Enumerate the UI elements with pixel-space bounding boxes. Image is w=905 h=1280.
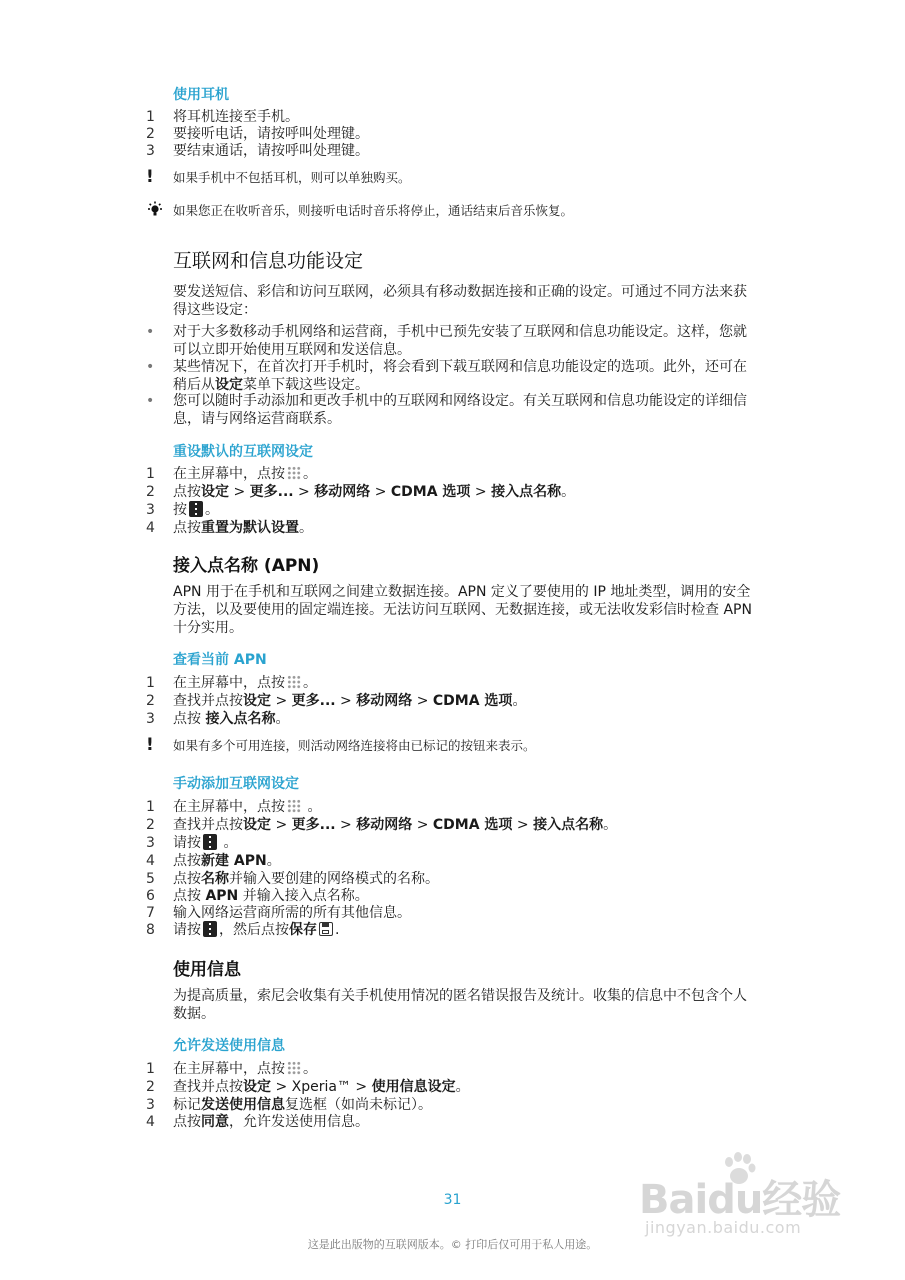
step-item bbox=[146, 692, 746, 710]
step-text: 请按 bbox=[173, 922, 201, 938]
section-heading-usage-info: 使用信息 bbox=[173, 960, 241, 980]
note-text: 如果有多个可用连接，则活动网络连接将由已标记的按钮来表示。 bbox=[173, 738, 536, 753]
paragraph: APN 用于在手机和互联网之间建立数据连接。APN 定义了要使用的 IP 地址类型，调用的安全方法，以及要使用的固定端连接。无法访问互联网、无数据连接，或无法收发彩信时检查 APN 十分实用。 bbox=[173, 584, 752, 636]
step-text: 点按 bbox=[173, 1114, 201, 1130]
menu-icon bbox=[203, 834, 217, 850]
step-item bbox=[146, 921, 746, 939]
bullet-icon: • bbox=[146, 359, 155, 375]
step-text: 。 bbox=[603, 817, 618, 833]
bullet-bold: 设定 bbox=[215, 377, 243, 393]
step-item bbox=[146, 465, 746, 483]
step-bold: 新建 APN bbox=[201, 853, 267, 869]
note-tip bbox=[146, 201, 573, 220]
step-number: 3 bbox=[146, 502, 155, 518]
step-number: 3 bbox=[146, 835, 155, 851]
step-number: 2 bbox=[146, 484, 155, 500]
step-text: 在主屏幕中，点按 bbox=[173, 675, 285, 691]
note-warning bbox=[146, 736, 536, 755]
step-text: . bbox=[335, 922, 340, 938]
step-text: 在主屏幕中，点按 bbox=[173, 799, 285, 815]
section-title-add-apn: 手动添加互联网设定 bbox=[173, 776, 299, 792]
step-number: 1 bbox=[146, 1061, 155, 1077]
step-number: 2 bbox=[146, 1079, 155, 1095]
lightbulb-icon bbox=[146, 201, 173, 219]
step-text: > bbox=[293, 484, 315, 500]
step-item bbox=[146, 483, 746, 501]
step-bold: 保存 bbox=[289, 922, 317, 938]
save-icon bbox=[319, 922, 333, 936]
step-bold: 接入点名称 bbox=[205, 711, 276, 727]
exclamation-icon: ! bbox=[146, 735, 154, 755]
note-text: 如果手机中不包括耳机，则可以单独购买。 bbox=[173, 170, 411, 185]
step-text: > bbox=[271, 693, 292, 709]
menu-icon bbox=[203, 921, 217, 937]
step-bold: 移动网络 bbox=[356, 693, 413, 709]
step-text: 。 bbox=[299, 520, 313, 536]
step-text: 按 bbox=[173, 502, 187, 518]
exclamation-icon: ! bbox=[146, 167, 154, 187]
bullet-text: 菜单下载这些设定。 bbox=[243, 377, 369, 393]
step-text: 查找并点按 bbox=[173, 693, 243, 709]
step-text: > bbox=[512, 817, 534, 833]
step-text: > bbox=[271, 1079, 292, 1095]
step-text: 标记 bbox=[173, 1097, 201, 1113]
section-title-allow-usage: 允许发送使用信息 bbox=[173, 1038, 285, 1054]
step-text: 复选框（如尚未标记）。 bbox=[285, 1097, 432, 1113]
step-text: 输入网络运营商所需的所有其他信息。 bbox=[173, 905, 411, 921]
step-text: 请按 bbox=[173, 835, 201, 851]
section-title-headset: 使用耳机 bbox=[173, 87, 229, 103]
step-number: 5 bbox=[146, 871, 155, 887]
step-number: 3 bbox=[146, 143, 155, 159]
step-text: > bbox=[412, 817, 433, 833]
step-text: 。 bbox=[275, 711, 290, 727]
step-text: 。 bbox=[303, 466, 317, 482]
menu-icon bbox=[189, 501, 203, 517]
step-bold: 同意 bbox=[201, 1114, 229, 1130]
step-text: 在主屏幕中，点按 bbox=[173, 466, 285, 482]
step-text: 。 bbox=[512, 693, 527, 709]
step-bold: 更多... bbox=[291, 817, 336, 833]
footer-notice: 这是此出版物的互联网版本。© 打印后仅可用于私人用途。 bbox=[307, 1238, 598, 1251]
step-number: 1 bbox=[146, 675, 155, 691]
baidu-watermark bbox=[639, 1150, 849, 1245]
step-text: > bbox=[412, 693, 433, 709]
bullet-item bbox=[146, 392, 756, 428]
step-text: 查找并点按 bbox=[173, 817, 243, 833]
step-item bbox=[146, 674, 746, 692]
step-bold: 设定 bbox=[201, 484, 229, 500]
step-bold: CDMA 选项 bbox=[432, 693, 513, 709]
step-number: 2 bbox=[146, 817, 155, 833]
step-bold: 更多... bbox=[249, 484, 294, 500]
app-grid-icon bbox=[287, 799, 301, 813]
note-warning bbox=[146, 168, 411, 187]
step-text: 并输入接入点名称。 bbox=[238, 888, 369, 904]
step-text: 将耳机连接至手机。 bbox=[173, 109, 299, 125]
step-text: 点按 bbox=[173, 871, 201, 887]
step-item bbox=[146, 125, 746, 143]
step-text: Xperia™ bbox=[291, 1079, 351, 1095]
step-item bbox=[146, 816, 746, 834]
step-text: 。 bbox=[266, 853, 281, 869]
step-item bbox=[146, 1060, 746, 1078]
step-number: 1 bbox=[146, 799, 155, 815]
step-item bbox=[146, 1096, 746, 1114]
step-text: > bbox=[335, 817, 357, 833]
step-number: 1 bbox=[146, 466, 155, 482]
step-text: > bbox=[229, 484, 250, 500]
step-bold: 设定 bbox=[243, 817, 271, 833]
step-text: 并输入要创建的网络模式的名称。 bbox=[229, 871, 439, 887]
bullet-icon: • bbox=[146, 393, 155, 409]
step-text: 查找并点按 bbox=[173, 1079, 243, 1095]
section-title-view-apn: 查看当前 APN bbox=[173, 652, 267, 668]
step-text: 。 bbox=[303, 799, 322, 815]
step-text: 。 bbox=[219, 835, 238, 851]
step-bold: CDMA 选项 bbox=[390, 484, 471, 500]
section-title-reset: 重设默认的互联网设定 bbox=[173, 444, 313, 460]
bullet-item bbox=[146, 358, 756, 394]
step-text: > bbox=[271, 817, 292, 833]
step-text: 。 bbox=[303, 675, 317, 691]
step-bold: 更多... bbox=[291, 693, 336, 709]
bullet-icon: • bbox=[146, 324, 155, 340]
step-number: 4 bbox=[146, 520, 155, 536]
watermark-logo: Baidu经验 bbox=[639, 1177, 841, 1223]
step-number: 4 bbox=[146, 853, 155, 869]
step-item bbox=[146, 142, 746, 160]
step-text: 要结束通话，请按呼叫处理键。 bbox=[173, 143, 369, 159]
step-number: 4 bbox=[146, 1114, 155, 1130]
step-text: 点按 bbox=[173, 711, 206, 727]
step-text: > bbox=[350, 1079, 372, 1095]
step-item bbox=[146, 519, 746, 537]
app-grid-icon bbox=[287, 1061, 301, 1075]
step-text: 在主屏幕中，点按 bbox=[173, 1061, 285, 1077]
step-text: ，然后点按 bbox=[219, 922, 289, 938]
step-bold: 使用信息设定 bbox=[371, 1079, 456, 1095]
step-text: 。 bbox=[205, 502, 219, 518]
step-bold: APN bbox=[205, 888, 239, 904]
step-text: > bbox=[370, 484, 391, 500]
step-number: 3 bbox=[146, 1097, 155, 1113]
step-bold: 设定 bbox=[243, 1079, 271, 1095]
step-item bbox=[146, 501, 746, 519]
step-bold: 接入点名称 bbox=[533, 817, 604, 833]
app-grid-icon bbox=[287, 466, 301, 480]
page-number: 31 bbox=[443, 1192, 462, 1208]
step-number: 6 bbox=[146, 888, 155, 904]
app-grid-icon bbox=[287, 675, 301, 689]
step-item bbox=[146, 798, 746, 816]
step-number: 7 bbox=[146, 905, 155, 921]
step-text: ，允许发送使用信息。 bbox=[229, 1114, 369, 1130]
step-text: 。 bbox=[561, 484, 576, 500]
step-number: 1 bbox=[146, 109, 155, 125]
paragraph: 为提高质量，索尼会收集有关手机使用情况的匿名错误报告及统计。收集的信息中不包含个人数据。 bbox=[173, 988, 747, 1022]
step-number: 2 bbox=[146, 693, 155, 709]
step-item bbox=[146, 834, 746, 852]
step-bold: 设定 bbox=[243, 693, 271, 709]
step-bold: 接入点名称 bbox=[491, 484, 562, 500]
step-number: 8 bbox=[146, 922, 155, 938]
step-text: > bbox=[335, 693, 357, 709]
step-item bbox=[146, 887, 746, 905]
step-bold: 发送使用信息 bbox=[201, 1097, 285, 1113]
step-text: 。 bbox=[303, 1061, 317, 1077]
step-text: 点按 bbox=[173, 484, 201, 500]
watermark-url: jingyan.baidu.com bbox=[645, 1218, 802, 1237]
step-bold: 移动网络 bbox=[356, 817, 413, 833]
bullet-text: 某些情况下，在首次打开手机时，将会看到下载互联网和信息功能设定的选项。此外，还可在稍后从 bbox=[173, 359, 747, 393]
bullet-item bbox=[146, 323, 756, 359]
bullet-text: 您可以随时手动添加和更改手机中的互联网和网络设定。有关互联网和信息功能设定的详细信息，请与网络运营商联系。 bbox=[173, 393, 747, 427]
step-text: 点按 bbox=[173, 853, 201, 869]
step-item bbox=[146, 710, 746, 728]
section-heading-internet: 互联网和信息功能设定 bbox=[173, 250, 364, 272]
step-text: 点按 bbox=[173, 888, 206, 904]
step-text: 。 bbox=[455, 1079, 470, 1095]
step-item bbox=[146, 1078, 746, 1096]
step-text: 点按 bbox=[173, 520, 201, 536]
step-item bbox=[146, 108, 746, 126]
step-text: > bbox=[470, 484, 492, 500]
step-item bbox=[146, 870, 746, 888]
step-bold: CDMA 选项 bbox=[432, 817, 513, 833]
section-heading-apn: 接入点名称 (APN) bbox=[173, 556, 320, 576]
step-number: 2 bbox=[146, 126, 155, 142]
bullet-text: 对于大多数移动手机网络和运营商，手机中已预先安装了互联网和信息功能设定。这样，您就可以立即开始使用互联网和发送信息。 bbox=[173, 324, 747, 358]
step-bold: 移动网络 bbox=[314, 484, 371, 500]
step-number: 3 bbox=[146, 711, 155, 727]
note-text: 如果您正在收听音乐，则接听电话时音乐将停止，通话结束后音乐恢复。 bbox=[173, 203, 574, 218]
step-bold: 重置为默认设置 bbox=[201, 520, 299, 536]
paragraph: 要发送短信、彩信和访问互联网，必须具有移动数据连接和正确的设定。可通过不同方法来获得这些设定： bbox=[173, 284, 747, 318]
step-item bbox=[146, 1113, 746, 1131]
step-item bbox=[146, 852, 746, 870]
step-item bbox=[146, 904, 746, 922]
step-bold: 名称 bbox=[201, 871, 229, 887]
step-text: 要接听电话，请按呼叫处理键。 bbox=[173, 126, 369, 142]
